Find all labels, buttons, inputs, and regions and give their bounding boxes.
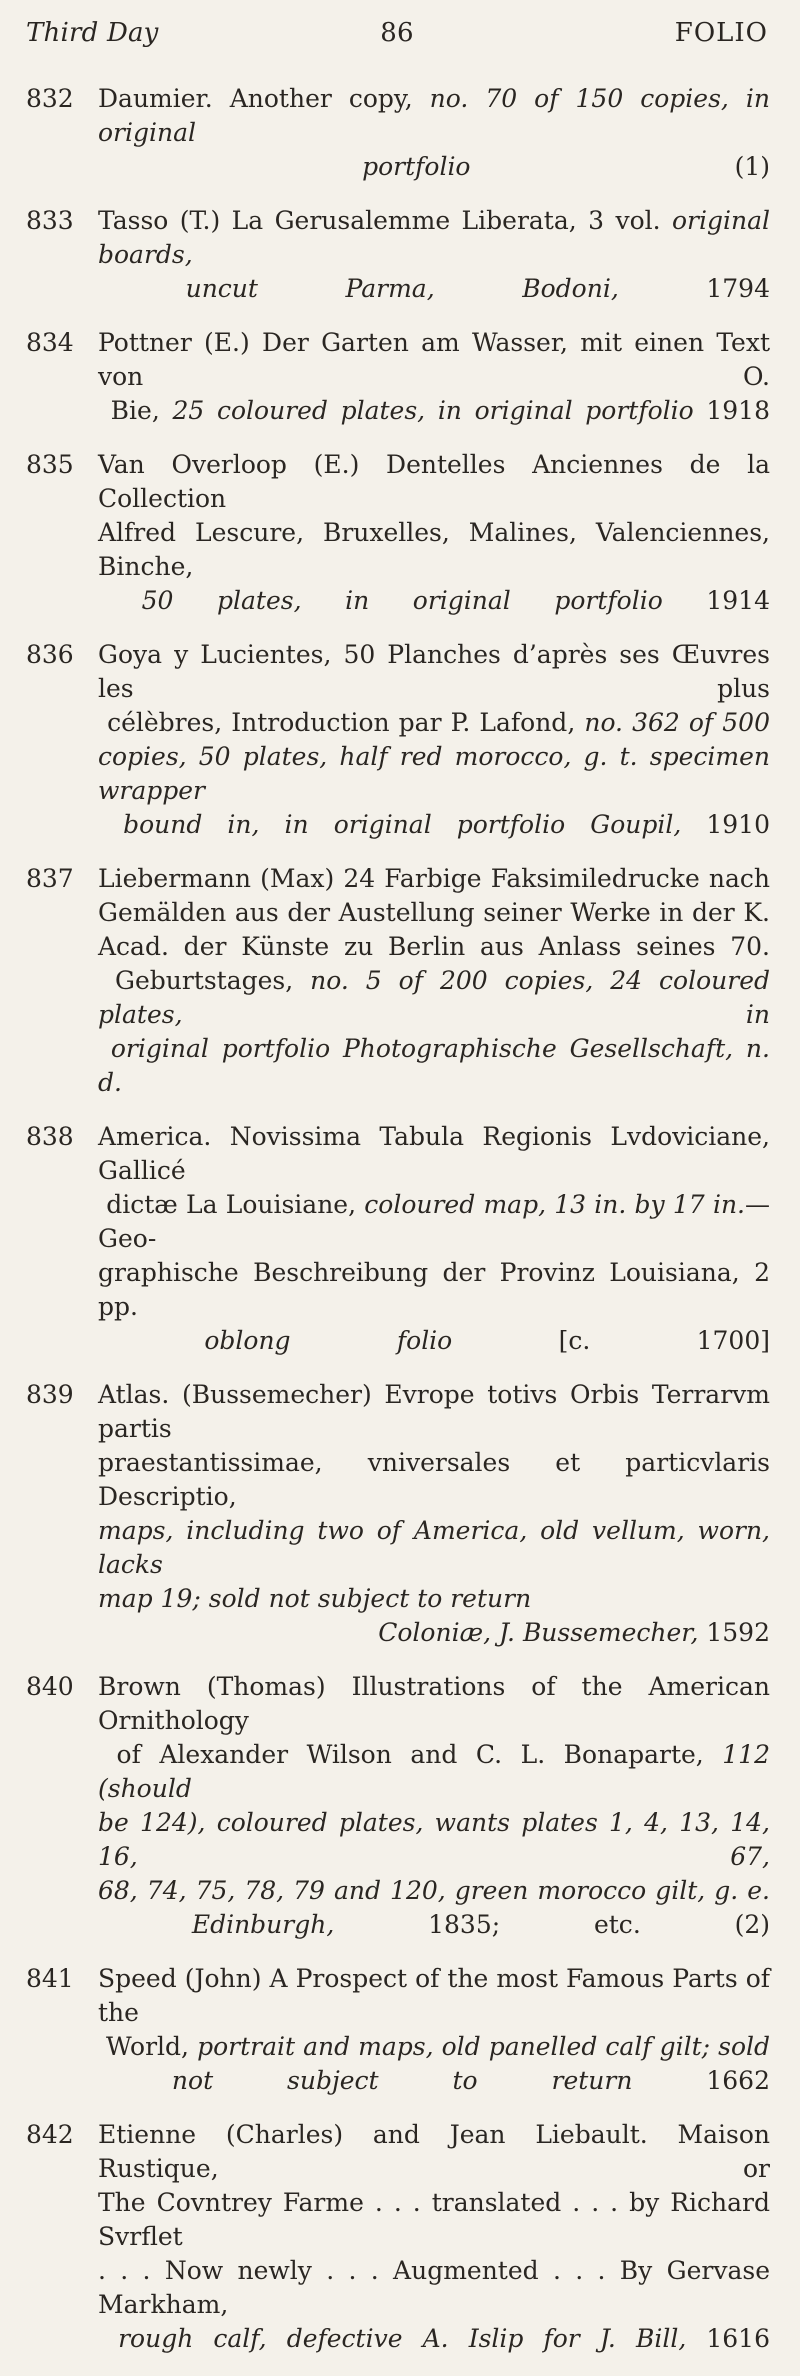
lot-description: Daumier. Another copy, no. 70 of 150 copies, in original portfolio (1) (98, 84, 770, 181)
lot-entry (26, 448, 770, 618)
lot-description: Atlas. (Bussemecher) Evrope totivs Orbis Terrarvm partis praestantissimae, vniversales et particvlaris Descriptio, maps, including two of America, old vellum, worn, lacks map 19; sold not subject to return Coloniæ, J. Bussemecher, 1592 (98, 1380, 770, 1647)
lot-entry (26, 82, 770, 184)
page-header (26, 18, 768, 58)
page-number: 86 (380, 18, 414, 48)
lot-number: 832 (26, 84, 74, 113)
lot-entry (26, 1670, 770, 1942)
lot-entry (26, 326, 770, 428)
lot-number: 836 (26, 640, 74, 669)
lot-description: Brown (Thomas) Illustrations of the American Ornithology of Alexander Wilson and C. L. Bonaparte, 112 (should be 124), coloured plates, wants plates 1, 4, 13, 14, 16, 67, 68, 74, 75, 78, 79 and 120, green morocco gilt, g. e. Edinburgh, 1835; etc. (2) (98, 1672, 770, 1939)
lot-number: 841 (26, 1964, 74, 1993)
lot-description: America. Novissima Tabula Regionis Lvdoviciane, Gallicé dictæ La Louisiane, coloured map, 13 in. by 17 in.—Geo- graphische Beschreibung der Provinz Louisiana, 2 pp. oblong folio [c. 1700] (98, 1122, 770, 1355)
lot-description: Pottner (E.) Der Garten am Wasser, mit einen Text von O. Bie, 25 coloured plates, in original portfolio 1918 (98, 328, 770, 425)
lot-entry (26, 638, 770, 842)
lot-number: 834 (26, 328, 74, 357)
lot-entry (26, 1962, 770, 2098)
lot-number: 838 (26, 1122, 74, 1151)
lot-number: 839 (26, 1380, 74, 1409)
lot-number: 840 (26, 1672, 74, 1701)
lot-entry (26, 204, 770, 306)
lot-description: Tasso (T.) La Gerusalemme Liberata, 3 vol. original boards, uncut Parma, Bodoni, 1794 (98, 206, 770, 303)
lot-description: Van Overloop (E.) Dentelles Anciennes de la Collection Alfred Lescure, Bruxelles, Malines, Valenciennes, Binche, 50 plates, in original portfolio 1914 (98, 450, 770, 615)
lot-number: 833 (26, 206, 74, 235)
lot-description: Liebermann (Max) 24 Farbige Faksimiledrucke nach Gemälden aus der Austellung seiner Werke in der K. Acad. der Künste zu Berlin aus Anlass seines 70. Geburtstages, no. 5 of 200 copies, 24 coloured plates, in original portfolio Photographische Gesellschaft, n. d. (98, 864, 770, 1097)
lot-entry (26, 1120, 770, 1358)
lot-list (26, 82, 770, 2376)
lot-entry (26, 862, 770, 1100)
lot-entry (26, 1378, 770, 1650)
lot-number: 837 (26, 864, 74, 893)
lot-description: Etienne (Charles) and Jean Liebault. Maison Rustique, or The Covntrey Farme . . . translated . . . by Richard Svrflet . . . Now newly . . . Augmented . . . By Gervase Markham, rough calf, defective A. Islip for J. Bill, 1616 (98, 2120, 770, 2353)
lot-description: Goya y Lucientes, 50 Planches d’après ses Œuvres les plus célèbres, Introduction par P. Lafond, no. 362 of 500 copies, 50 plates, half red morocco, g. t. specimen wrapper bound in, in original portfolio Goupil, 1910 (98, 640, 770, 839)
day-label: Third Day (26, 18, 159, 48)
lot-description: Speed (John) A Prospect of the most Famous Parts of the World, portrait and maps, old panelled calf gilt; sold not subject to return 1662 (98, 1964, 770, 2095)
lot-entry (26, 2118, 770, 2356)
lot-number: 842 (26, 2120, 74, 2149)
format-label: FOLIO (674, 18, 768, 48)
lot-number: 835 (26, 450, 74, 479)
